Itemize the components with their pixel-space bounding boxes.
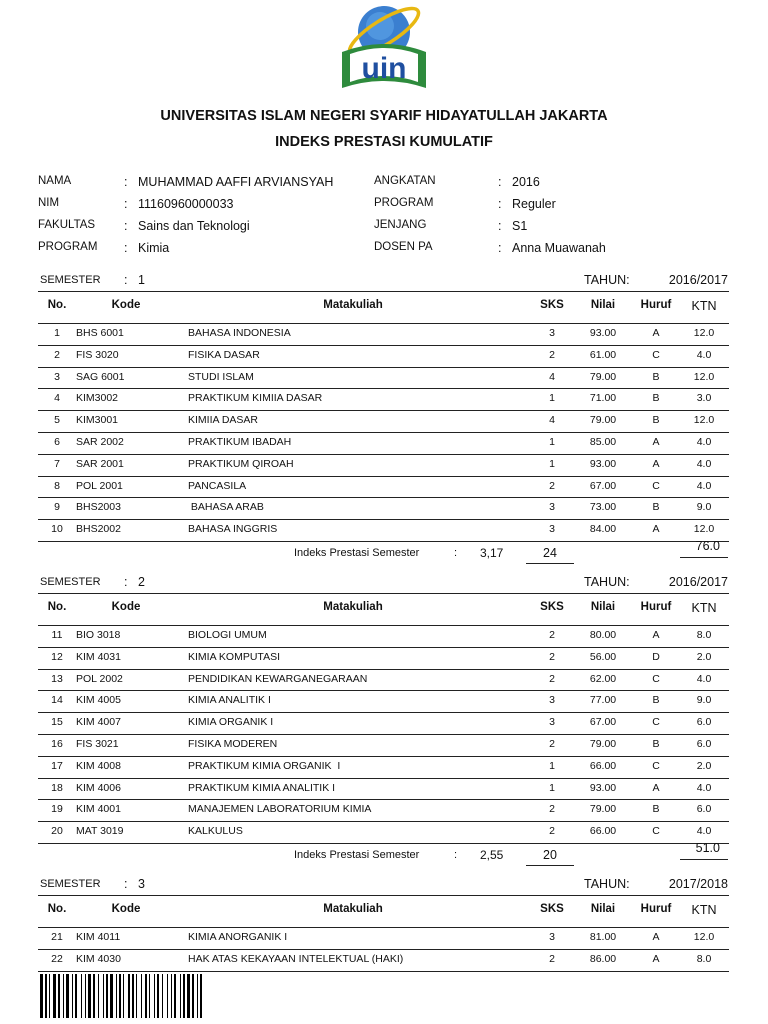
cell-sks: 3 bbox=[549, 501, 555, 514]
cell-ktn: 12.0 bbox=[693, 414, 715, 427]
cell-huruf: A bbox=[652, 457, 660, 470]
cell-no: 14 bbox=[51, 694, 63, 707]
row-divider bbox=[38, 734, 729, 735]
row-divider bbox=[38, 519, 729, 520]
cell-huruf: C bbox=[652, 479, 660, 492]
logo-text: uin bbox=[361, 52, 407, 85]
cell-kode: KIM 4001 bbox=[76, 803, 121, 816]
cell-huruf: C bbox=[652, 825, 660, 838]
cell-kode: BIO 3018 bbox=[76, 629, 121, 641]
table-rule bbox=[38, 927, 729, 928]
cell-matakuliah: PENDIDIKAN KEWARGANEGARAAN bbox=[188, 672, 368, 685]
row-divider bbox=[38, 410, 729, 411]
row-divider bbox=[38, 541, 729, 542]
cell-nilai: 61.00 bbox=[589, 348, 617, 361]
cell-sks: 1 bbox=[549, 392, 555, 405]
column-header-matakuliah: Matakuliah bbox=[323, 903, 383, 915]
cell-matakuliah: KIMIA ANALITIK I bbox=[188, 694, 271, 707]
cell-no: 13 bbox=[51, 672, 63, 685]
value-jenjang: S1 bbox=[512, 219, 528, 233]
value-nama: MUHAMMAD AAFFI ARVIANSYAH bbox=[138, 175, 334, 189]
column-header-huruf: Huruf bbox=[640, 903, 672, 915]
cell-ktn: 2.0 bbox=[696, 650, 712, 663]
cell-matakuliah: FISIKA MODEREN bbox=[188, 738, 278, 750]
value-fakultas: Sains dan Teknologi bbox=[138, 219, 250, 233]
cell-ktn: 4.0 bbox=[696, 479, 712, 492]
cell-sks: 1 bbox=[549, 781, 555, 794]
cell-nilai: 93.00 bbox=[589, 327, 617, 339]
column-header-ktn: KTN bbox=[691, 903, 717, 917]
colon: : bbox=[498, 175, 502, 189]
document-title: INDEKS PRESTASI KUMULATIF bbox=[275, 134, 493, 150]
cell-kode: KIM 4030 bbox=[76, 952, 121, 965]
cell-no: 2 bbox=[54, 348, 60, 361]
cell-kode: BHS 6001 bbox=[76, 327, 124, 339]
column-header-sks: SKS bbox=[540, 601, 564, 613]
cell-nilai: 80.00 bbox=[589, 629, 617, 641]
cell-no: 12 bbox=[51, 650, 63, 663]
uin-logo bbox=[336, 2, 432, 92]
cell-huruf: A bbox=[652, 931, 660, 943]
row-divider bbox=[38, 669, 729, 670]
column-header-kode: Kode bbox=[111, 299, 141, 311]
cell-huruf: B bbox=[652, 694, 660, 707]
cell-matakuliah: BAHASA INDONESIA bbox=[188, 327, 291, 339]
value-program: Kimia bbox=[138, 241, 170, 255]
label-nim: NIM bbox=[38, 197, 60, 209]
cell-matakuliah: FISIKA DASAR bbox=[188, 348, 260, 361]
cell-ktn: 12.0 bbox=[693, 931, 715, 943]
cell-no: 8 bbox=[54, 479, 60, 492]
cell-kode: KIM3001 bbox=[76, 414, 119, 427]
cell-ktn: 9.0 bbox=[696, 501, 712, 514]
cell-ktn: 4.0 bbox=[696, 672, 712, 685]
colon: : bbox=[124, 273, 128, 287]
cell-kode: KIM3002 bbox=[76, 392, 119, 405]
colon: : bbox=[454, 849, 458, 861]
row-divider bbox=[38, 778, 729, 779]
cell-no: 3 bbox=[54, 370, 60, 383]
cell-nilai: 85.00 bbox=[589, 436, 617, 448]
cell-no: 6 bbox=[54, 436, 60, 448]
cell-huruf: B bbox=[652, 501, 660, 514]
cell-no: 18 bbox=[51, 781, 63, 794]
colon: : bbox=[124, 241, 128, 255]
cell-no: 15 bbox=[51, 716, 63, 729]
barcode bbox=[40, 974, 355, 1018]
cell-nilai: 93.00 bbox=[589, 457, 617, 470]
semester-year: 2017/2018 bbox=[668, 877, 728, 891]
cell-matakuliah: KALKULUS bbox=[188, 825, 243, 838]
cell-ktn: 4.0 bbox=[696, 457, 712, 470]
row-divider bbox=[38, 971, 729, 972]
row-divider bbox=[38, 367, 729, 368]
tahun-label: TAHUN: bbox=[584, 273, 630, 287]
total-ktn-underline bbox=[680, 557, 728, 558]
cell-nilai: 67.00 bbox=[589, 479, 617, 492]
cell-sks: 1 bbox=[549, 436, 555, 448]
label-program-type: PROGRAM bbox=[374, 197, 434, 209]
cell-nilai: 79.00 bbox=[589, 738, 617, 750]
row-divider bbox=[38, 497, 729, 498]
label-fakultas: FAKULTAS bbox=[38, 219, 96, 231]
cell-no: 1 bbox=[54, 327, 60, 339]
total-sks: 20 bbox=[543, 848, 557, 862]
column-header-kode: Kode bbox=[111, 601, 141, 613]
cell-ktn: 3.0 bbox=[696, 392, 712, 405]
semester-label: SEMESTER bbox=[40, 878, 101, 890]
table-rule bbox=[38, 895, 729, 896]
colon: : bbox=[498, 197, 502, 211]
cell-matakuliah: PRAKTIKUM QIROAH bbox=[188, 457, 294, 470]
colon: : bbox=[454, 547, 458, 559]
cell-sks: 4 bbox=[549, 370, 555, 383]
cell-matakuliah: KIMIA ANORGANIK I bbox=[188, 931, 288, 943]
row-divider bbox=[38, 647, 729, 648]
colon: : bbox=[124, 175, 128, 189]
column-header-sks: SKS bbox=[540, 903, 564, 915]
cell-ktn: 12.0 bbox=[693, 370, 715, 383]
column-header-kode: Kode bbox=[111, 903, 141, 915]
label-dosen-pa: DOSEN PA bbox=[374, 241, 433, 253]
cell-sks: 2 bbox=[549, 672, 555, 685]
cell-huruf: B bbox=[652, 738, 660, 750]
cell-nilai: 73.00 bbox=[589, 501, 617, 514]
column-header-sks: SKS bbox=[540, 299, 564, 311]
cell-huruf: A bbox=[652, 629, 660, 641]
cell-kode: FIS 3020 bbox=[76, 348, 119, 361]
column-header-nilai: Nilai bbox=[590, 299, 616, 311]
cell-kode: FIS 3021 bbox=[76, 738, 119, 750]
row-divider bbox=[38, 454, 729, 455]
cell-huruf: A bbox=[652, 523, 660, 536]
cell-kode: KIM 4031 bbox=[76, 650, 121, 663]
cell-huruf: A bbox=[652, 327, 660, 339]
value-dosen-pa: Anna Muawanah bbox=[512, 241, 606, 255]
cell-ktn: 6.0 bbox=[696, 738, 712, 750]
colon: : bbox=[124, 219, 128, 233]
row-divider bbox=[38, 756, 729, 757]
cell-no: 11 bbox=[51, 629, 63, 641]
cell-huruf: C bbox=[652, 672, 660, 685]
cell-no: 10 bbox=[51, 523, 63, 536]
cell-sks: 2 bbox=[549, 348, 555, 361]
ips-value: 2,55 bbox=[480, 848, 504, 862]
cell-kode: KIM 4007 bbox=[76, 716, 121, 729]
row-divider bbox=[38, 345, 729, 346]
cell-matakuliah: KIMIA ORGANIK I bbox=[188, 716, 274, 729]
cell-nilai: 79.00 bbox=[589, 370, 617, 383]
cell-sks: 2 bbox=[549, 803, 555, 816]
cell-kode: SAG 6001 bbox=[76, 370, 125, 383]
cell-matakuliah: KIMIIA DASAR bbox=[188, 414, 259, 427]
column-header-nilai: Nilai bbox=[590, 903, 616, 915]
semester-label: SEMESTER bbox=[40, 274, 101, 286]
cell-huruf: B bbox=[652, 370, 660, 383]
cell-kode: SAR 2002 bbox=[76, 436, 124, 448]
column-header-no: No. bbox=[47, 601, 67, 613]
total-sks-underline bbox=[526, 563, 574, 564]
cell-huruf: B bbox=[652, 803, 660, 816]
cell-ktn: 4.0 bbox=[696, 436, 712, 448]
column-header-matakuliah: Matakuliah bbox=[323, 299, 383, 311]
semester-number: 1 bbox=[138, 273, 145, 287]
cell-sks: 3 bbox=[549, 694, 555, 707]
cell-huruf: C bbox=[652, 348, 660, 361]
cell-kode: KIM 4008 bbox=[76, 759, 121, 772]
cell-sks: 1 bbox=[549, 759, 555, 772]
cell-nilai: 56.00 bbox=[589, 650, 617, 663]
cell-kode: BHS2003 bbox=[76, 501, 121, 514]
column-header-huruf: Huruf bbox=[640, 601, 672, 613]
cell-ktn: 4.0 bbox=[696, 825, 712, 838]
cell-huruf: C bbox=[652, 759, 660, 772]
cell-matakuliah: PRAKTIKUM KIMIA ORGANIK I bbox=[188, 759, 341, 772]
total-sks: 24 bbox=[543, 546, 557, 560]
colon: : bbox=[124, 877, 128, 891]
cell-sks: 2 bbox=[549, 629, 555, 641]
total-ktn-underline bbox=[680, 859, 728, 860]
cell-nilai: 93.00 bbox=[589, 781, 617, 794]
cell-huruf: A bbox=[652, 952, 660, 965]
total-ktn: 51.0 bbox=[695, 841, 720, 855]
cell-sks: 4 bbox=[549, 414, 555, 427]
colon: : bbox=[498, 241, 502, 255]
cell-ktn: 4.0 bbox=[696, 348, 712, 361]
tahun-label: TAHUN: bbox=[584, 575, 630, 589]
column-header-ktn: KTN bbox=[691, 299, 717, 313]
cell-matakuliah: BIOLOGI UMUM bbox=[188, 629, 267, 641]
value-nim: 11160960000033 bbox=[138, 197, 234, 211]
cell-nilai: 81.00 bbox=[589, 931, 617, 943]
semester-number: 2 bbox=[138, 575, 145, 589]
cell-matakuliah: PRAKTIKUM KIMIA ANALITIK I bbox=[188, 781, 336, 794]
row-divider bbox=[38, 690, 729, 691]
cell-sks: 3 bbox=[549, 523, 555, 536]
cell-no: 4 bbox=[54, 392, 60, 405]
cell-sks: 3 bbox=[549, 931, 555, 943]
cell-nilai: 86.00 bbox=[589, 952, 617, 965]
cell-ktn: 2.0 bbox=[696, 759, 712, 772]
semester-year: 2016/2017 bbox=[668, 575, 728, 589]
table-rule bbox=[38, 323, 729, 324]
row-divider bbox=[38, 843, 729, 844]
cell-matakuliah: BAHASA INGGRIS bbox=[188, 523, 278, 536]
cell-no: 16 bbox=[51, 738, 63, 750]
cell-sks: 2 bbox=[549, 650, 555, 663]
cell-ktn: 8.0 bbox=[696, 952, 712, 965]
row-divider bbox=[38, 949, 729, 950]
cell-kode: BHS2002 bbox=[76, 523, 121, 536]
semester-number: 3 bbox=[138, 877, 145, 891]
row-divider bbox=[38, 432, 729, 433]
column-header-huruf: Huruf bbox=[640, 299, 672, 311]
label-nama: NAMA bbox=[38, 175, 72, 187]
barcode-gap bbox=[202, 974, 206, 1018]
cell-sks: 3 bbox=[549, 327, 555, 339]
cell-matakuliah: STUDI ISLAM bbox=[188, 370, 254, 383]
cell-no: 9 bbox=[54, 501, 60, 514]
cell-huruf: C bbox=[652, 716, 660, 729]
ips-value: 3,17 bbox=[480, 546, 504, 560]
cell-sks: 2 bbox=[549, 825, 555, 838]
row-divider bbox=[38, 388, 729, 389]
cell-kode: POL 2001 bbox=[76, 479, 123, 492]
cell-matakuliah: PRAKTIKUM IBADAH bbox=[188, 436, 292, 448]
column-header-no: No. bbox=[47, 299, 67, 311]
cell-matakuliah: MANAJEMEN LABORATORIUM KIMIA bbox=[188, 803, 372, 816]
cell-no: 17 bbox=[51, 759, 63, 772]
cell-no: 5 bbox=[54, 414, 60, 427]
cell-sks: 1 bbox=[549, 457, 555, 470]
cell-sks: 2 bbox=[549, 952, 555, 965]
cell-no: 7 bbox=[54, 457, 60, 470]
cell-matakuliah: KIMIA KOMPUTASI bbox=[188, 650, 280, 663]
cell-nilai: 71.00 bbox=[589, 392, 617, 405]
table-rule bbox=[38, 291, 729, 292]
cell-nilai: 66.00 bbox=[589, 825, 617, 838]
cell-nilai: 66.00 bbox=[589, 759, 617, 772]
label-angkatan: ANGKATAN bbox=[374, 175, 436, 187]
row-divider bbox=[38, 821, 729, 822]
cell-matakuliah: HAK ATAS KEKAYAAN INTELEKTUAL (HAKI) bbox=[188, 952, 404, 965]
column-header-no: No. bbox=[47, 903, 67, 915]
cell-sks: 2 bbox=[549, 479, 555, 492]
cell-ktn: 9.0 bbox=[696, 694, 712, 707]
cell-sks: 2 bbox=[549, 738, 555, 750]
table-rule bbox=[38, 625, 729, 626]
cell-ktn: 6.0 bbox=[696, 803, 712, 816]
cell-ktn: 6.0 bbox=[696, 716, 712, 729]
value-program-type: Reguler bbox=[512, 197, 556, 211]
cell-huruf: B bbox=[652, 414, 660, 427]
cell-ktn: 12.0 bbox=[693, 327, 715, 339]
total-sks-underline bbox=[526, 865, 574, 866]
university-title: UNIVERSITAS ISLAM NEGERI SYARIF HIDAYATULLAH JAKARTA bbox=[160, 108, 608, 124]
cell-sks: 3 bbox=[549, 716, 555, 729]
colon: : bbox=[124, 197, 128, 211]
cell-ktn: 8.0 bbox=[696, 629, 712, 641]
cell-nilai: 84.00 bbox=[589, 523, 617, 536]
cell-kode: KIM 4006 bbox=[76, 781, 121, 794]
cell-kode: KIM 4011 bbox=[76, 931, 121, 943]
uin-logo-graphic bbox=[336, 2, 432, 92]
cell-huruf: B bbox=[652, 392, 660, 405]
column-header-nilai: Nilai bbox=[590, 601, 616, 613]
cell-matakuliah: BAHASA ARAB bbox=[188, 501, 264, 514]
tahun-label: TAHUN: bbox=[584, 877, 630, 891]
colon: : bbox=[124, 575, 128, 589]
semester-year: 2016/2017 bbox=[668, 273, 728, 287]
label-program: PROGRAM bbox=[38, 241, 98, 253]
cell-kode: POL 2002 bbox=[76, 672, 123, 685]
cell-nilai: 79.00 bbox=[589, 414, 617, 427]
column-header-ktn: KTN bbox=[691, 601, 717, 615]
cell-huruf: A bbox=[652, 781, 660, 794]
cell-nilai: 77.00 bbox=[589, 694, 617, 707]
ips-label: Indeks Prestasi Semester bbox=[294, 547, 420, 559]
cell-huruf: D bbox=[652, 650, 660, 663]
label-jenjang: JENJANG bbox=[374, 219, 427, 231]
row-divider bbox=[38, 799, 729, 800]
cell-matakuliah: PANCASILA bbox=[188, 479, 247, 492]
cell-no: 19 bbox=[51, 803, 63, 816]
cell-kode: MAT 3019 bbox=[76, 825, 124, 838]
cell-matakuliah: PRAKTIKUM KIMIIA DASAR bbox=[188, 392, 323, 405]
cell-ktn: 12.0 bbox=[693, 523, 715, 536]
value-angkatan: 2016 bbox=[512, 175, 540, 189]
row-divider bbox=[38, 476, 729, 477]
cell-huruf: A bbox=[652, 436, 660, 448]
cell-no: 21 bbox=[51, 931, 63, 943]
cell-nilai: 79.00 bbox=[589, 803, 617, 816]
cell-ktn: 4.0 bbox=[696, 781, 712, 794]
table-rule bbox=[38, 593, 729, 594]
ips-label: Indeks Prestasi Semester bbox=[294, 849, 420, 861]
total-ktn: 76.0 bbox=[695, 539, 720, 553]
column-header-matakuliah: Matakuliah bbox=[323, 601, 383, 613]
row-divider bbox=[38, 712, 729, 713]
cell-no: 22 bbox=[51, 952, 63, 965]
cell-no: 20 bbox=[51, 825, 63, 838]
cell-nilai: 67.00 bbox=[589, 716, 617, 729]
colon: : bbox=[498, 219, 502, 233]
semester-label: SEMESTER bbox=[40, 576, 101, 588]
cell-kode: SAR 2001 bbox=[76, 457, 124, 470]
cell-nilai: 62.00 bbox=[589, 672, 617, 685]
cell-kode: KIM 4005 bbox=[76, 694, 121, 707]
